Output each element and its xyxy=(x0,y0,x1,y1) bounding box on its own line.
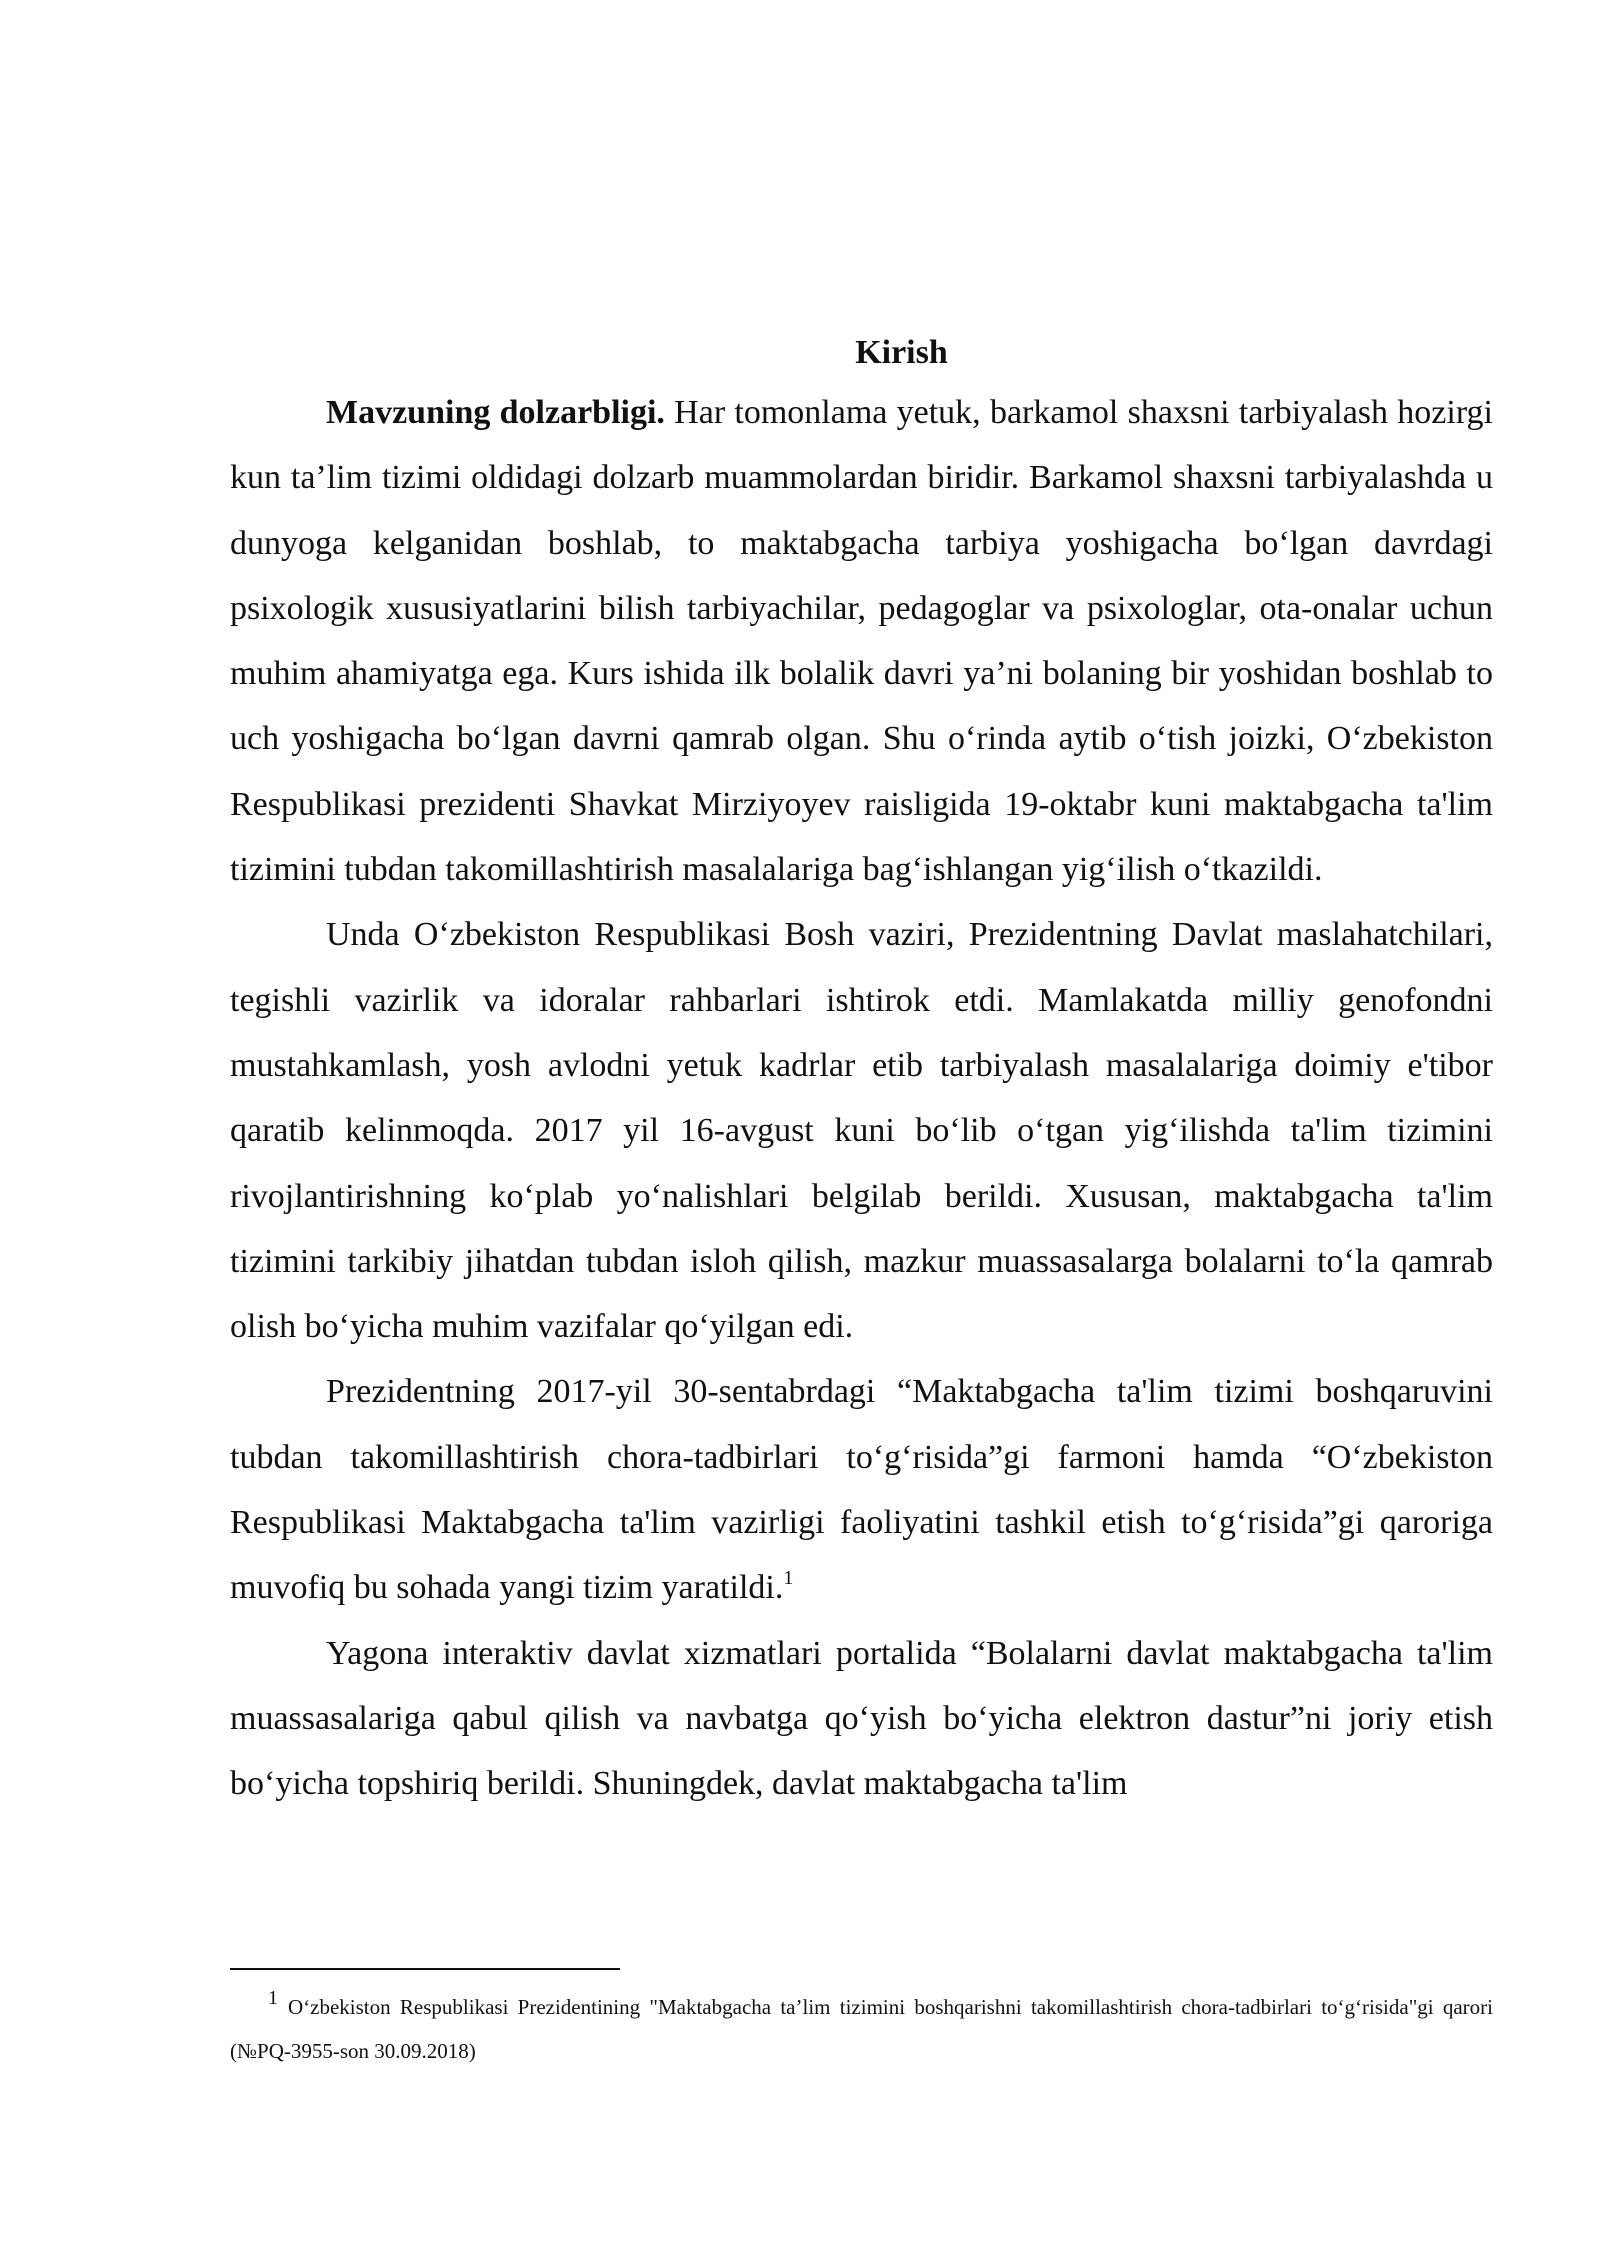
paragraph-lead: Mavzuning dolzarbligi. xyxy=(326,394,665,431)
paragraph-relevance xyxy=(230,380,1493,902)
paragraph-portal: Yagona interaktiv davlat xizmatlari portalida “Bolalarni davlat maktabgacha ta'lim muassasalariga qabul qilish va navbatga qo‘yish bo‘yicha elektron dastur”ni joriy etish bo‘yicha topshiriq berildi. Shuningdek, davlat maktabgacha ta'lim xyxy=(230,1634,1493,1803)
footnote-reference[interactable]: 1 xyxy=(783,1567,794,1590)
paragraph-decree xyxy=(230,1359,1493,1620)
body-text xyxy=(230,326,1493,1817)
footnote-divider xyxy=(230,1968,620,1970)
page-title: Kirish xyxy=(855,334,948,371)
footnote-marker: 1 xyxy=(268,1987,278,2009)
footnote-text: O‘zbekiston Respublikasi Prezidentining "Maktabgacha ta’lim tizimini boshqarishni takomillashtirish chora-tadbirlari to‘g‘risida"gi qarori (№PQ-3955-son 30.09.2018) xyxy=(230,1995,1493,2063)
footnote xyxy=(230,1985,1493,2073)
paragraph-text: Har tomonlama yetuk, barkamol shaxsni tarbiyalash hozirgi kun ta’lim tizimi oldidagi dolzarb muammolardan biridir. Barkamol shaxsni tarbiyalashda u dunyoga kelganidan boshlab, to maktabgacha tarbiya yoshigacha bo‘lgan davrdagi psixologik xususiyatlarini bilish tarbiyachilar, pedagoglar va psixologlar, ota-onalar uchun muhim ahamiyatga ega. Kurs ishida ilk bolalik davri ya’ni bolaning bir yoshidan boshlab to uch yoshigacha bo‘lgan davrni qamrab olgan. Shu o‘rinda aytib o‘tish joizki, O‘zbekiston Respublikasi prezidenti Shavkat Mirziyoyev raisligida 19-oktabr kuni maktabgacha ta'lim tizimini tubdan takomillashtirish masalalariga bag‘ishlangan yig‘ilish o‘tkazildi. xyxy=(230,394,1493,889)
paragraph-meeting: Unda O‘zbekiston Respublikasi Bosh vaziri, Prezidentning Davlat maslahatchilari, tegishli vazirlik va idoralar rahbarlari ishtirok etdi. Mamlakatda milliy genofondni mustahkamlash, yosh avlodni yetuk kadrlar etib tarbiyalash masalalariga doimiy e'tibor qaratib kelinmoqda. 2017 yil 16-avgust kuni bo‘lib o‘tgan yig‘ilishda ta'lim tizimini rivojlantirishning ko‘plab yo‘nalishlari belgilab berildi. Xususan, maktabgacha ta'lim tizimini tarkibiy jihatdan tubdan isloh qilish, mazkur muassasalarga bolalarni to‘la qamrab olish bo‘yicha muhim vazifalar qo‘yilgan edi. xyxy=(230,916,1493,1346)
paragraph-text: Prezidentning 2017-yil 30-sentabrdagi “Maktabgacha ta'lim tizimi boshqaruvini tubdan takomillashtirish chora-tadbirlari to‘g‘risida”gi farmoni hamda “O‘zbekiston Respublikasi Maktabgacha ta'lim vazirligi faoliyatini tashkil etish to‘g‘risida”gi qaroriga muvofiq bu sohada yangi tizim yaratildi. xyxy=(230,1373,1493,1607)
